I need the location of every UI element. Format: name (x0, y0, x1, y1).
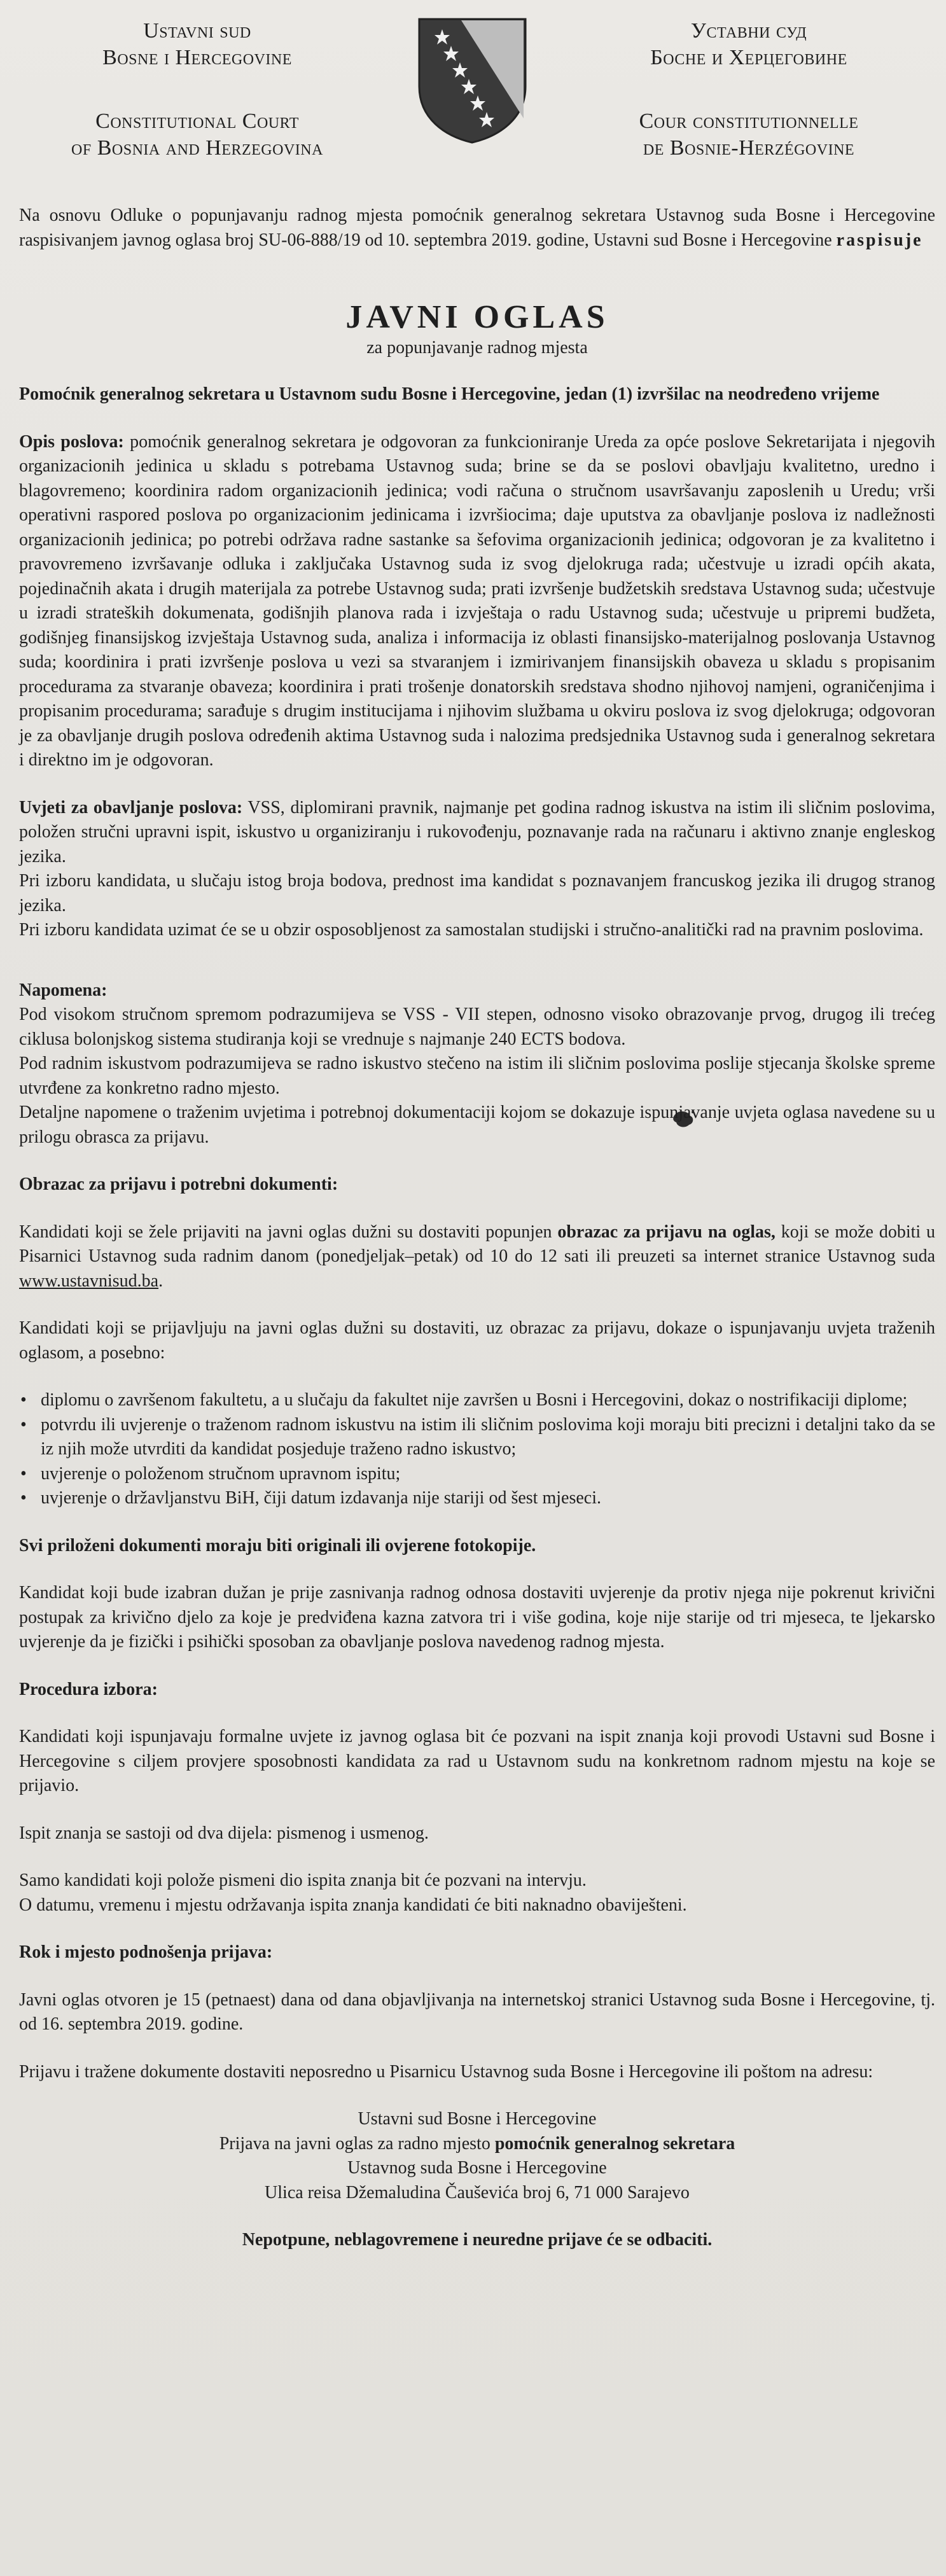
intro-text: Na osnovu Odluke o popunjavanju radnog mjesta pomoćnik generalnog sekretara Ustavnog suda Bosne i Hercegovine raspisivanjem javnog oglasa broj SU-06-888/19 od 10. septembra 2019. godine, Ustavni sud Bosne i Hercegovine (19, 205, 935, 250)
originals-notice (19, 1534, 935, 1559)
form-label: Obrazac za prijavu i potrebni dokumenti: (19, 1174, 338, 1194)
form-emphasis: obrazac za prijavu na oglas, (557, 1222, 776, 1242)
header-left-line: of Bosnia and Herzegovina (71, 136, 323, 160)
address-line: Ulica reisa Džemaludina Čauševića broj 6, 71 000 Sarajevo (265, 2182, 690, 2203)
header-left-line: Constitutional Court (95, 109, 299, 133)
intro-paragraph (19, 204, 935, 253)
position-title (19, 382, 935, 407)
form-text: koji se može dobiti u Pisarnici Ustavnog suda radnim danom (ponedjeljak–petak) od 10 do 12 sati ili preuzeti sa internet stranice Ustavnog suda (19, 1222, 935, 1266)
job-description-label: Opis poslova: (19, 431, 124, 452)
advertisement-body (19, 204, 935, 2253)
requirements-text: VSS, diplomirani pravnik, najmanje pet godina radnog iskustva na istim ili sličnim poslovima, položen stručni upravni ispit, iskustvo u organiziranju i rukovođenju, poznavanje rada na računaru i aktivno znanje engleskog jezika. (19, 797, 935, 867)
requirements-label: Uvjeti za obavljanje poslova: (19, 797, 243, 818)
header-left-line: Ustavni sud (143, 19, 251, 43)
procedure-heading (19, 1678, 935, 1702)
documents-list (19, 1388, 935, 1511)
notes-paragraph: Detaljne napomene o traženim uvjetima i potrebnoj dokumentaciji kojom se dokazuje ispunjavanje uvjeta oglasa navedene su u prilogu obrasca za prijavu. (19, 1103, 935, 1147)
address-line: Ustavnog suda Bosne i Hercegovine (347, 2158, 607, 2178)
requirements (19, 796, 935, 870)
requirements-selection-note: Pri izboru kandidata uzimat će se u obzir osposobljenost za samostalan studijski i stručno-analitički rad na pravnim poslovima. (19, 920, 924, 940)
requirements-language-note: Pri izboru kandidata, u slučaju istog broja bodova, prednost ima kandidat s poznavanjem francuskog jezika ili drugog stranog jezika. (19, 871, 935, 916)
final-notice (19, 2228, 935, 2253)
originals-text: Svi priloženi dokumenti moraju biti originali ili ovjerene fotokopije. (19, 1535, 536, 1556)
website-link[interactable]: www.ustavnisud.ba (19, 1271, 159, 1291)
deadline-label: Rok i mjesto podnošenja prijava: (19, 1942, 273, 1962)
address-line: Ustavni sud Bosne i Hercegovine (358, 2109, 597, 2129)
form-text: . (158, 1271, 163, 1291)
final-notice-text: Nepotpune, neblagovremene i neuredne prijave će se odbaciti. (242, 2230, 713, 2250)
list-item: • uvjerenje o položenom stručnom upravnom ispitu; (36, 1462, 935, 1487)
court-header-right (590, 18, 908, 162)
form-heading (19, 1173, 935, 1197)
procedure-paragraph: Ispit znanja se sastoji od dva dijela: pismenog i usmenog. (19, 1823, 429, 1843)
position-text: Pomoćnik generalnog sekretara u Ustavnom sudu Bosne i Hercegovine, jedan (1) izvršilac na neodređeno vrijeme (19, 384, 880, 404)
notes-label: Napomena: (19, 980, 108, 1000)
address-emphasis: pomoćnik generalnog sekretara (494, 2133, 735, 2154)
list-item: • uvjerenje o državljanstvu BiH, čiji datum izdavanja nije stariji od šest mjeseci. (36, 1486, 935, 1511)
list-item: • potvrdu ili uvjerenje o traženom radnom iskustvu na istim ili sličnim poslovima koji moraju biti precizni i detaljni tako da se iz njih može utvrditi da kandidat posjeduje traženo radno iskustvo; (36, 1413, 935, 1462)
header-right-line: Босне и Херцеговине (650, 46, 847, 69)
procedure-paragraph: Kandidati koji ispunjavaju formalne uvjete iz javnog oglasa bit će pozvani na ispit znanja koji provodi Ustavni sud Bosne i Hercegovine s ciljem provjere sposobnosti kandidata za rad u Ustavnom sudu na konkretnom radnom mjestu na koje se prijavio. (19, 1727, 935, 1795)
procedure-label: Procedura izbora: (19, 1679, 158, 1699)
deadline-paragraph: Prijavu i tražene dokumente dostaviti neposredno u Pisarnicu Ustavnog suda Bosne i Hercegovine ili poštom na adresu: (19, 2061, 873, 2082)
address-text: Prijava na javni oglas za radno mjesto (219, 2133, 495, 2154)
court-header-left (38, 18, 356, 162)
form-text: Kandidati koji se žele prijaviti na javni oglas dužni su dostaviti popunjen (19, 1222, 558, 1242)
page-subtitle: za popunjavanje radnog mjesta (366, 338, 588, 358)
header-left-line: Bosne i Hercegovine (102, 46, 292, 69)
address-line (19, 2132, 935, 2157)
procedure-paragraph: Samo kandidati koji polože pismeni dio ispita znanja bit će pozvani na intervju. (19, 1870, 587, 1890)
intro-emphasis: raspisuje (836, 230, 923, 250)
page-title: JAVNI OGLAS (345, 299, 609, 335)
header-right-line: Уставни суд (690, 19, 807, 43)
notes-paragraph: Pod visokom stručnom spremom podrazumijeva se VSS - VII stepen, odnosno visoko obrazovanje prvog, drugog ili trećeg ciklusa bolonjskog sistema studiranja koji se vrednuje s najmanje 240 ECTS bodova. (19, 1005, 935, 1049)
job-description (19, 430, 935, 773)
documents-intro: Kandidati koji se prijavljuju na javni oglas dužni su dostaviti, uz obrazac za prijavu, dokaze o ispunjavanju uvjeta traženih oglasom, a posebno: (19, 1318, 935, 1363)
job-description-text: pomoćnik generalnog sekretara je odgovoran za funkcioniranje Ureda za opće poslove Sekretarijata i njegovih organizacionih jedinica u skladu s potrebama Ustavnog suda; brine se da se poslovi obavljaju kvalitetno, uredno i blagovremeno; koordinira radom organizacionih jedinica; vodi računa o stručnom usavršavanju zaposlenih u Uredu; vrši operativni raspored poslova po organizacionim jedinicama i izvršiocima; daje uputstva za obavljanje poslova iz nadležnosti organizacionih jedinica; po potrebi održava radne sastanke sa šefovima organizacionih jedinica; odgovoran je za kvalitetno i pravovremeno izvršavanje odluka i zaključaka Ustavnog suda iz svog djelokruga rada; učestvuje u izradi općih akata, pojedinačnih akata i drugih materijala za potrebe Ustavnog suda; prati izvršenje budžetskih sredstava Ustavnog suda; učestvuje u izradi strateških dokumenata, godišnjih planova rada i izvještaja o radu Ustavnog suda; učestvuje u pripremi budžeta, godišnjeg finansijskog izvještaja Ustavnog suda, analiza i informacija iz oblasti finansijsko-materijalnog poslovanja Ustavnog suda; koordinira i prati izvršenje poslova u vezi sa stvaranjem i izmirivanjem finansijskih obaveza u skladu s propisanim procedurama za stvaranje obaveza; koordinira i prati trošenje donatorskih sredstava shodno njihovoj namjeni, ograničenjima i propisanim procedurama; sarađuje s drugim institucijama i njihovim službama u okviru poslova iz svog djelokruga; odgovoran je za obavljanje drugih poslova određenih aktima Ustavnog suda i nalozima predsjednika Ustavnog suda i generalnog sekretara i direktno im je odgovoran. (19, 431, 936, 770)
deadline-paragraph: Javni oglas otvoren je 15 (petnaest) dana od dana objavljivanja na internetskoj stranici Ustavnog suda Bosne i Hercegovine, tj. od 16. septembra 2019. godine. (19, 1989, 935, 2034)
header-right-line: de Bosnie-Herzégovine (643, 136, 855, 160)
notes-paragraph: Pod radnim iskustvom podrazumijeva se radno iskustvo stečeno na istim ili sličnim poslovima poslije stjecanja školske spreme utvrđene za konkretno radno mjesto. (19, 1054, 935, 1098)
coat-of-arms-icon (417, 17, 528, 144)
notes-heading (19, 978, 935, 1003)
selected-candidate-paragraph: Kandidat koji bude izabran dužan je prije zasnivanja radnog odnosa dostaviti uvjerenje da protiv njega nije pokrenut krivični postupak za krivično djelo za koje je predviđena kazna zatvora tri i više godina, koje nije starije od tri mjeseca, te ljekarsko uvjerenje da je fizički i psihički sposoban za obavljanje poslova navedenog radnog mjesta. (19, 1583, 935, 1652)
procedure-paragraph: O datumu, vremenu i mjestu održavanja ispita znanja kandidati će biti naknadno obaviješteni. (19, 1895, 687, 1915)
header-right-line: Cour constitutionnelle (639, 109, 859, 133)
deadline-heading (19, 1940, 935, 1965)
list-item: • diplomu o završenom fakultetu, a u slučaju da fakultet nije završen u Bosni i Hercegovini, dokaz o nostrifikaciji diplome; (36, 1388, 935, 1413)
form-paragraph (19, 1220, 935, 1294)
